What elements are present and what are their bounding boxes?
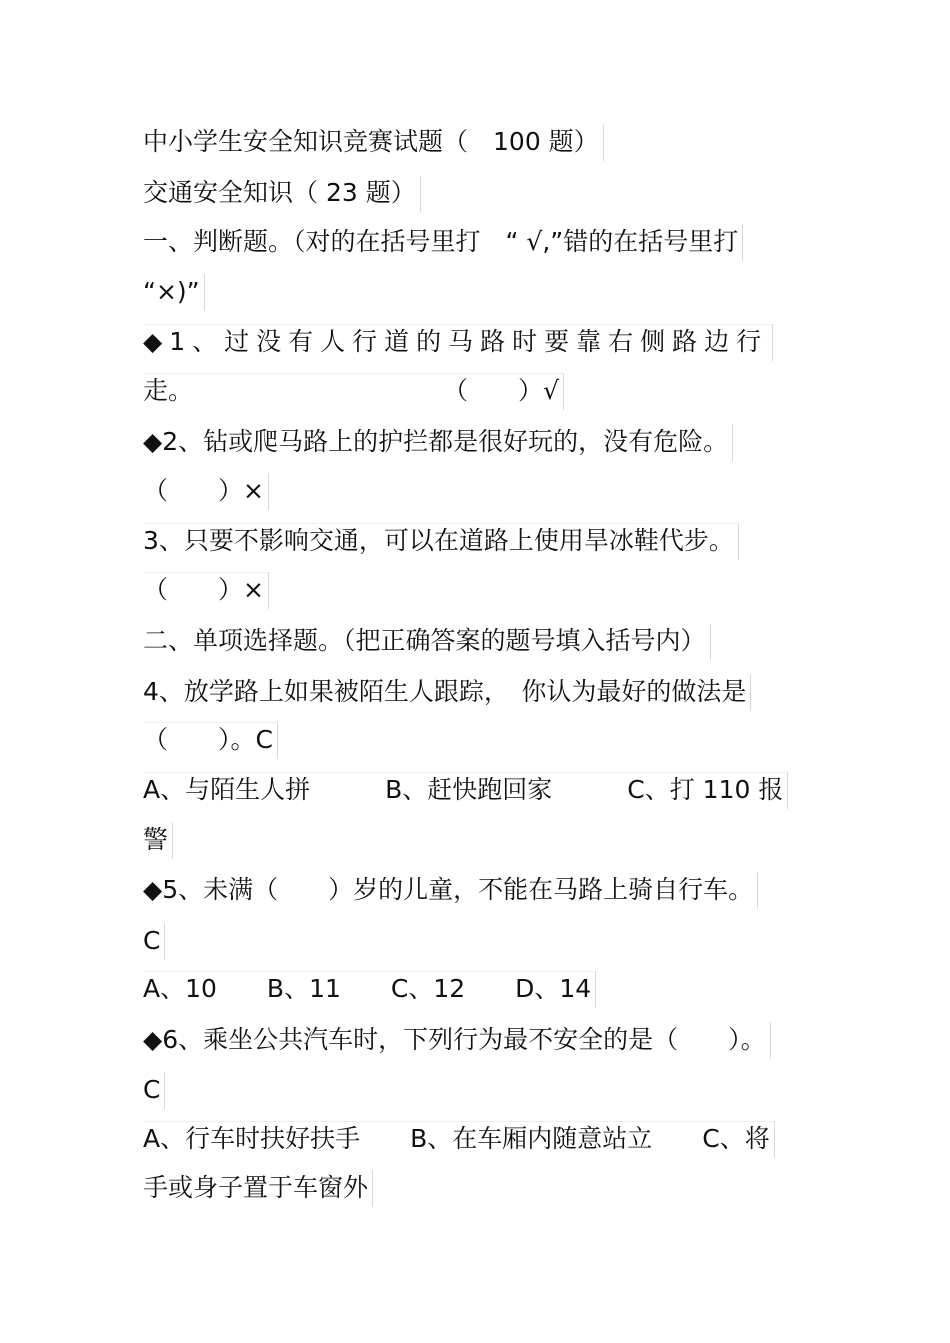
- question-6-answer: C: [143, 1072, 165, 1109]
- question-4-answer: （ ）。C: [143, 722, 278, 759]
- question-2: ◆2、钻或爬马路上的护拦都是很好玩的，没有危险。: [143, 424, 733, 461]
- question-1-answer: 走。 （ ）√: [143, 373, 564, 410]
- question-5-options: A、10 B、11 C、12 D、14: [143, 971, 596, 1008]
- question-1: ◆1、过没有人行道的马路时要靠右侧路边行: [143, 324, 773, 361]
- part1-heading-cont: “×)”: [143, 274, 205, 311]
- question-5-answer: C: [143, 923, 165, 960]
- question-5: ◆5、未满（ ）岁的儿童，不能在马路上骑自行车。: [143, 872, 758, 909]
- question-4-options: A、与陌生人拼 B、赶快跑回家 C、打 110 报: [143, 772, 788, 809]
- question-6: ◆6、乘坐公共汽车时，下列行为最不安全的是（ ）。: [143, 1022, 771, 1059]
- part1-heading: 一、判断题。（对的在括号里打 “ √,”错的在括号里打: [143, 224, 743, 261]
- question-4: 4、放学路上如果被陌生人跟踪， 你认为最好的做法是: [143, 674, 751, 711]
- section-heading: 交通安全知识（ 23 题）: [143, 175, 421, 212]
- question-4-options-cont: 警: [143, 822, 173, 859]
- question-6-options-cont: 手或身子置于车窗外: [143, 1170, 373, 1207]
- question-3-answer: （ ）×: [143, 572, 269, 609]
- question-3: 3、只要不影响交通，可以在道路上使用旱冰鞋代步。: [143, 523, 739, 560]
- question-6-options: A、行车时扶好扶手 B、在车厢内随意站立 C、将: [143, 1121, 775, 1158]
- question-2-answer: （ ）×: [143, 473, 269, 510]
- part2-heading: 二、单项选择题。（把正确答案的题号填入括号内）: [143, 623, 711, 660]
- page-title: 中小学生安全知识竞赛试题（ 100 题）: [143, 124, 604, 161]
